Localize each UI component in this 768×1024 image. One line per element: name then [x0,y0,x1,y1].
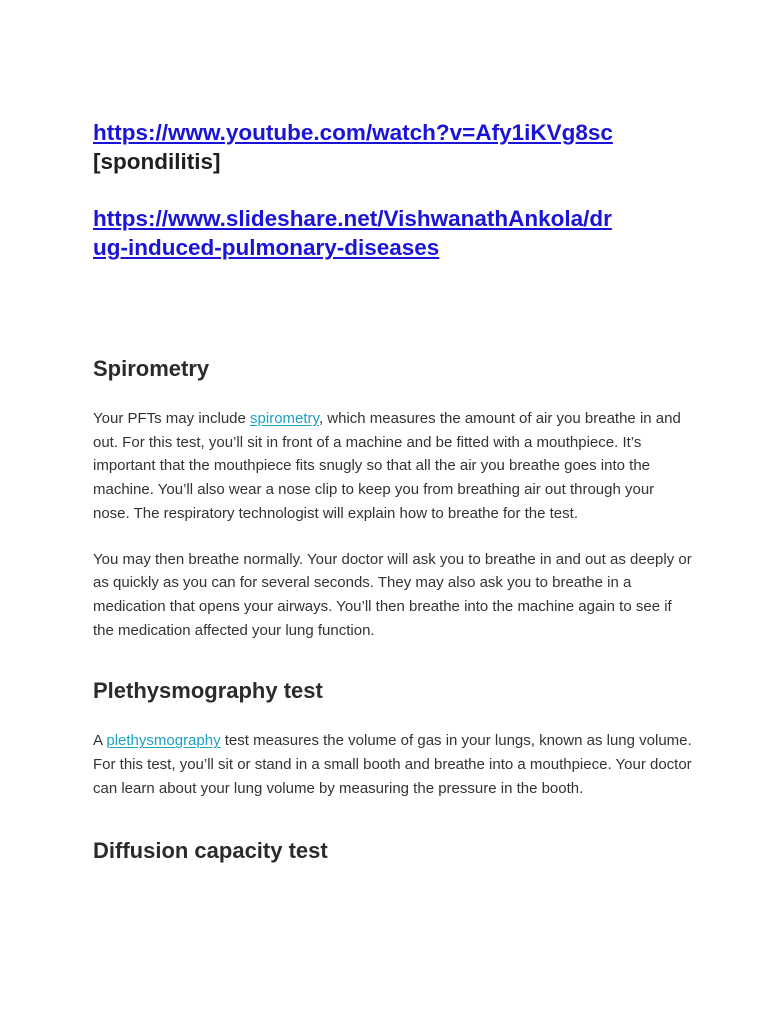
slideshare-link[interactable] [93,204,693,260]
spirometry-heading: Spirometry [93,356,210,381]
plethysmography-paragraph [93,729,693,800]
spirometry-p1-text-after: , which measures the amount of air you breathe in and out. For this test, you’ll sit in front of a machine and be fitted with a mouthpiece. It’s important that the mouthpiece fits snugly so that all the air you breathe goes into the machine. You’ll also wear a nose clip to keep you from breathing air out through your nose. The respiratory technologist will explain how to breathe for the test. [93,410,681,522]
youtube-note: [spondilitis] [93,149,221,174]
plethysmography-p1-text-before: A [93,732,107,750]
slideshare-link-line1: https://www.slideshare.net/VishwanathAnkola/dr [93,206,612,231]
slideshare-link-line2: ug-induced-pulmonary-diseases [93,235,440,260]
youtube-link-block [93,118,693,176]
spirometry-link[interactable]: spirometry [250,410,319,427]
spirometry-p1-text-before: Your PFTs may include [93,410,251,427]
document-page [93,118,693,865]
spirometry-paragraph-2: You may then breathe normally. Your doctor will ask you to breathe in and out as deeply or as quickly as you can for several seconds. They may also ask you to breathe in a medication that opens your airways. You’ll then breathe into the machine again to see if the medication affected your lung function. [93,550,692,639]
plethysmography-link[interactable]: plethysmography [106,732,221,750]
plethysmography-p1-text-after: test measures the volume of gas in your lungs, known as lung volume. For this test, you’ll sit or stand in a small booth and breathe into a mouthpiece. Your doctor can learn about your lung volume by measuring the pressure in the booth. [93,732,692,797]
spirometry-paragraph-1 [93,407,693,526]
youtube-link[interactable]: https://www.youtube.com/watch?v=Afy1iKVg8sc [93,120,613,145]
slideshare-link-block [93,204,693,262]
plethysmography-heading: Plethysmography test [93,678,323,704]
diffusion-heading: Diffusion capacity test [93,838,328,864]
